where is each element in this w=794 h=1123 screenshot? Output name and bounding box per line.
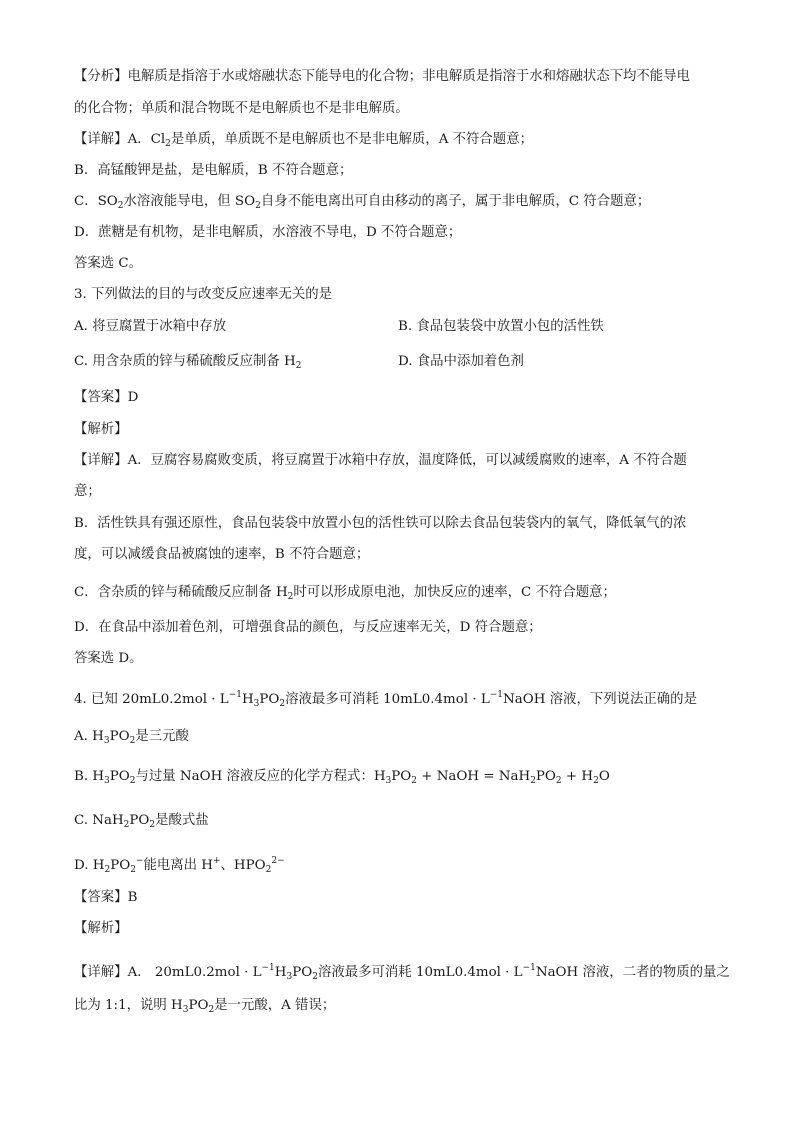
- q2-detail-d: [74, 223, 461, 243]
- q4-c-sub1: 2: [123, 820, 130, 830]
- analysis-line-1: [74, 67, 690, 87]
- q4-detail-a-sup2: −1: [522, 963, 536, 973]
- q4-detail-a-mid: 溶液最多可消耗 10mL0.4mol · L: [317, 965, 523, 980]
- q4-a-pre: A. H: [74, 729, 104, 744]
- q2-b-text: B．高锰酸钾是盐，是电解质，B 不符合题意；: [74, 163, 353, 178]
- q3-option-d-text: D. 食品中添加着色剂: [398, 354, 524, 369]
- q3-option-d: [398, 352, 524, 372]
- q3-jiexi-tag: 【解析】: [74, 422, 128, 437]
- q2-detail-c: [74, 192, 650, 216]
- q4-b-eq2: + H: [561, 769, 594, 784]
- q4-jiexi-tag: 【解析】: [74, 921, 128, 936]
- q2-d-text: D．蔗糖是有机物，是非电解质，水溶液不导电，D 不符合题意；: [74, 225, 462, 240]
- q3-detail-b1-text: B．活性铁具有强还原性，食品包装袋中放置小包的活性铁可以除去食品包装袋内的氧气，降低氧气的浓: [74, 516, 687, 531]
- q2-choice: [74, 254, 142, 274]
- q4-detail-a-post: NaOH 溶液，二者的物质的量之: [535, 965, 730, 980]
- q3-detail-a1: [74, 451, 687, 471]
- q4-a-mid: PO: [109, 729, 130, 744]
- q4-stem-h: H: [241, 692, 254, 707]
- q4-d-sub3: 2: [265, 865, 272, 875]
- q4-stem-mid: 溶液最多可消耗 10mL0.4mol · L: [285, 692, 490, 707]
- q3-option-c-sub: 2: [295, 361, 302, 371]
- q2-detail-a: [74, 130, 533, 154]
- q4-answer-tag: 【答案】: [74, 890, 128, 905]
- q4-a-post: 是三元酸: [135, 729, 189, 744]
- q4-b-sub5: 2: [530, 776, 536, 786]
- q3-stem-text: 3. 下列做法的目的与改变反应速率无关的是: [74, 287, 333, 302]
- q4-c-sub2: 2: [149, 820, 156, 830]
- q4-b-eq1: + NaOH = NaH: [416, 769, 531, 784]
- q3-detail-a1-text: A．豆腐容易腐败变质，将豆腐置于冰箱中存放，温度降低，可以减缓腐败的速率，A 不符合题: [127, 453, 687, 468]
- q3-detail-c-post: 时可以形成原电池，加快反应的速率，C 不符合题意；: [293, 585, 616, 600]
- q3-answer-tag: 【答案】: [74, 390, 128, 405]
- q2-a-pre: A．Cl: [127, 132, 166, 147]
- q3-option-a-text: A. 将豆腐置于冰箱中存放: [74, 319, 227, 334]
- q4-d-sup1: −: [135, 856, 144, 866]
- q3-detail-d: [74, 618, 542, 638]
- q4-detail-a2: [74, 996, 335, 1020]
- q3-option-c-pre: C. 用含杂质的锌与稀硫酸反应制备 H: [74, 354, 296, 369]
- q4-stem-sub1: 3: [253, 699, 260, 709]
- q3-detail-tag: 【详解】: [74, 453, 128, 468]
- q4-b-sub6: 2: [555, 776, 562, 786]
- q2-choice-text: 答案选 C。: [74, 256, 143, 271]
- q3-jiexi: [74, 420, 128, 440]
- q4-stem-sup1: −1: [228, 690, 242, 700]
- q4-detail-a-sup1: −1: [261, 963, 275, 973]
- q4-b-text: 与过量 NaOH 溶液反应的化学方程式：H: [135, 769, 386, 784]
- q2-c-pre: C．SO: [74, 194, 118, 209]
- q4-d-sub1: 2: [104, 865, 111, 875]
- q4-option-c: [74, 811, 209, 835]
- q3-option-a: [74, 317, 226, 337]
- q4-detail-a-sub2: 2: [312, 972, 318, 982]
- q3-detail-c: [74, 583, 616, 607]
- q4-c-post: 是酸式盐: [155, 813, 209, 828]
- q4-b-sub1: 3: [104, 776, 110, 786]
- q3-choice: [74, 649, 143, 669]
- q4-detail-a-h: H: [274, 965, 287, 980]
- q4-option-d: [74, 851, 285, 880]
- q3-option-b-text: B. 食品包装袋中放置小包的活性铁: [398, 319, 604, 334]
- q3-detail-c-pre: C．含杂质的锌与稀硫酸反应制备 H: [74, 585, 288, 600]
- q4-detail-tag: 【详解】: [74, 965, 128, 980]
- q4-a-sub2: 2: [129, 736, 136, 746]
- q4-stem-po: PO: [259, 692, 280, 707]
- q3-choice-text: 答案选 D。: [74, 651, 143, 666]
- q2-a-sub: 2: [165, 139, 171, 149]
- q3-answer: [74, 388, 138, 408]
- q4-option-b: [74, 767, 610, 791]
- q4-detail-a2-sub2: 2: [208, 1005, 215, 1015]
- q4-stem-sub2: 2: [279, 699, 286, 709]
- q4-b-sub4: 2: [411, 776, 417, 786]
- q4-detail-a1: [74, 958, 730, 987]
- q4-b-po: PO: [391, 769, 412, 784]
- q4-d-pre: D. H: [74, 858, 105, 873]
- q2-detail-b: [74, 161, 352, 181]
- q3-detail-b2: [74, 545, 369, 565]
- q4-b-sub2: 2: [129, 776, 136, 786]
- q4-option-a: [74, 727, 189, 751]
- q2-c-sub1: 2: [117, 201, 124, 211]
- q4-answer: [74, 888, 137, 908]
- q4-stem-pre: 4. 已知 20mL0.2mol · L: [74, 692, 229, 707]
- q4-detail-a2-pre: 比为 1:1，说明 H: [74, 998, 183, 1013]
- q4-d-sup2: +: [212, 856, 221, 866]
- analysis-line-2: [74, 99, 409, 119]
- q2-c-mid: 水溶液能导电，但 SO: [123, 194, 256, 209]
- q4-d-text: 能电离出 H: [143, 858, 213, 873]
- analysis-text-2: 的化合物；单质和混合物既不是电解质也不是非电解质。: [74, 101, 409, 116]
- q3-detail-a2-text: 意；: [74, 484, 101, 499]
- q3-option-c: [74, 352, 301, 376]
- q2-c-sub2: 2: [255, 201, 261, 211]
- q4-d-sep: 、HPO: [220, 858, 266, 873]
- q3-answer-value: D: [127, 390, 139, 405]
- q4-answer-value: B: [127, 890, 138, 905]
- q2-c-post: 自身不能电离出可自由移动的离子，属于非电解质，C 符合题意；: [260, 194, 651, 209]
- q4-detail-a-pre: A． 20mL0.2mol · L: [127, 965, 262, 980]
- q4-detail-a2-po: PO: [188, 998, 209, 1013]
- q4-b-po2: PO: [535, 769, 556, 784]
- q3-detail-a2: [74, 482, 101, 502]
- analysis-text-1: 电解质是指溶于水或熔融状态下能导电的化合物；非电解质是指溶于水和熔融状态下均不能导电: [127, 69, 690, 84]
- q4-detail-a-po: PO: [292, 965, 313, 980]
- q4-stem-post: NaOH 溶液，下列说法正确的是: [503, 692, 697, 707]
- q4-d-sub2: 2: [130, 865, 136, 875]
- q4-b-o: O: [598, 769, 610, 784]
- q4-a-sub1: 3: [103, 736, 110, 746]
- q4-d-mid: PO: [110, 858, 131, 873]
- analysis-tag: 【分析】: [74, 69, 128, 84]
- q4-stem-sup2: −1: [489, 690, 504, 700]
- q3-option-b: [398, 317, 604, 337]
- q4-d-sup3: 2−: [271, 856, 285, 866]
- q3-detail-b1: [74, 514, 686, 534]
- q4-c-mid: PO: [129, 813, 150, 828]
- q3-detail-b2-text: 度，可以减缓食品被腐蚀的速率，B 不符合题意；: [74, 547, 370, 562]
- q4-b-pre: B. H: [74, 769, 105, 784]
- q4-b-sub7: 2: [593, 776, 599, 786]
- q4-detail-a2-post: 是一元酸，A 错误；: [214, 998, 336, 1013]
- q4-b-sub3: 3: [385, 776, 392, 786]
- q4-stem: [74, 685, 697, 714]
- q2-a-post: 是单质，单质既不是电解质也不是非电解质，A 不符合题意；: [170, 132, 533, 147]
- q4-detail-a2-sub1: 3: [182, 1005, 189, 1015]
- q4-b-mid: PO: [109, 769, 130, 784]
- q3-detail-c-sub: 2: [287, 592, 294, 602]
- q3-detail-d-text: D．在食品中添加着色剂，可增强食品的颜色，与反应速率无关，D 符合题意；: [74, 620, 542, 635]
- q2-detail-tag: 【详解】: [74, 132, 128, 147]
- q3-stem: [74, 285, 332, 305]
- q4-c-pre: C. NaH: [74, 813, 124, 828]
- q4-detail-a-sub1: 3: [286, 972, 293, 982]
- q4-jiexi: [74, 919, 128, 939]
